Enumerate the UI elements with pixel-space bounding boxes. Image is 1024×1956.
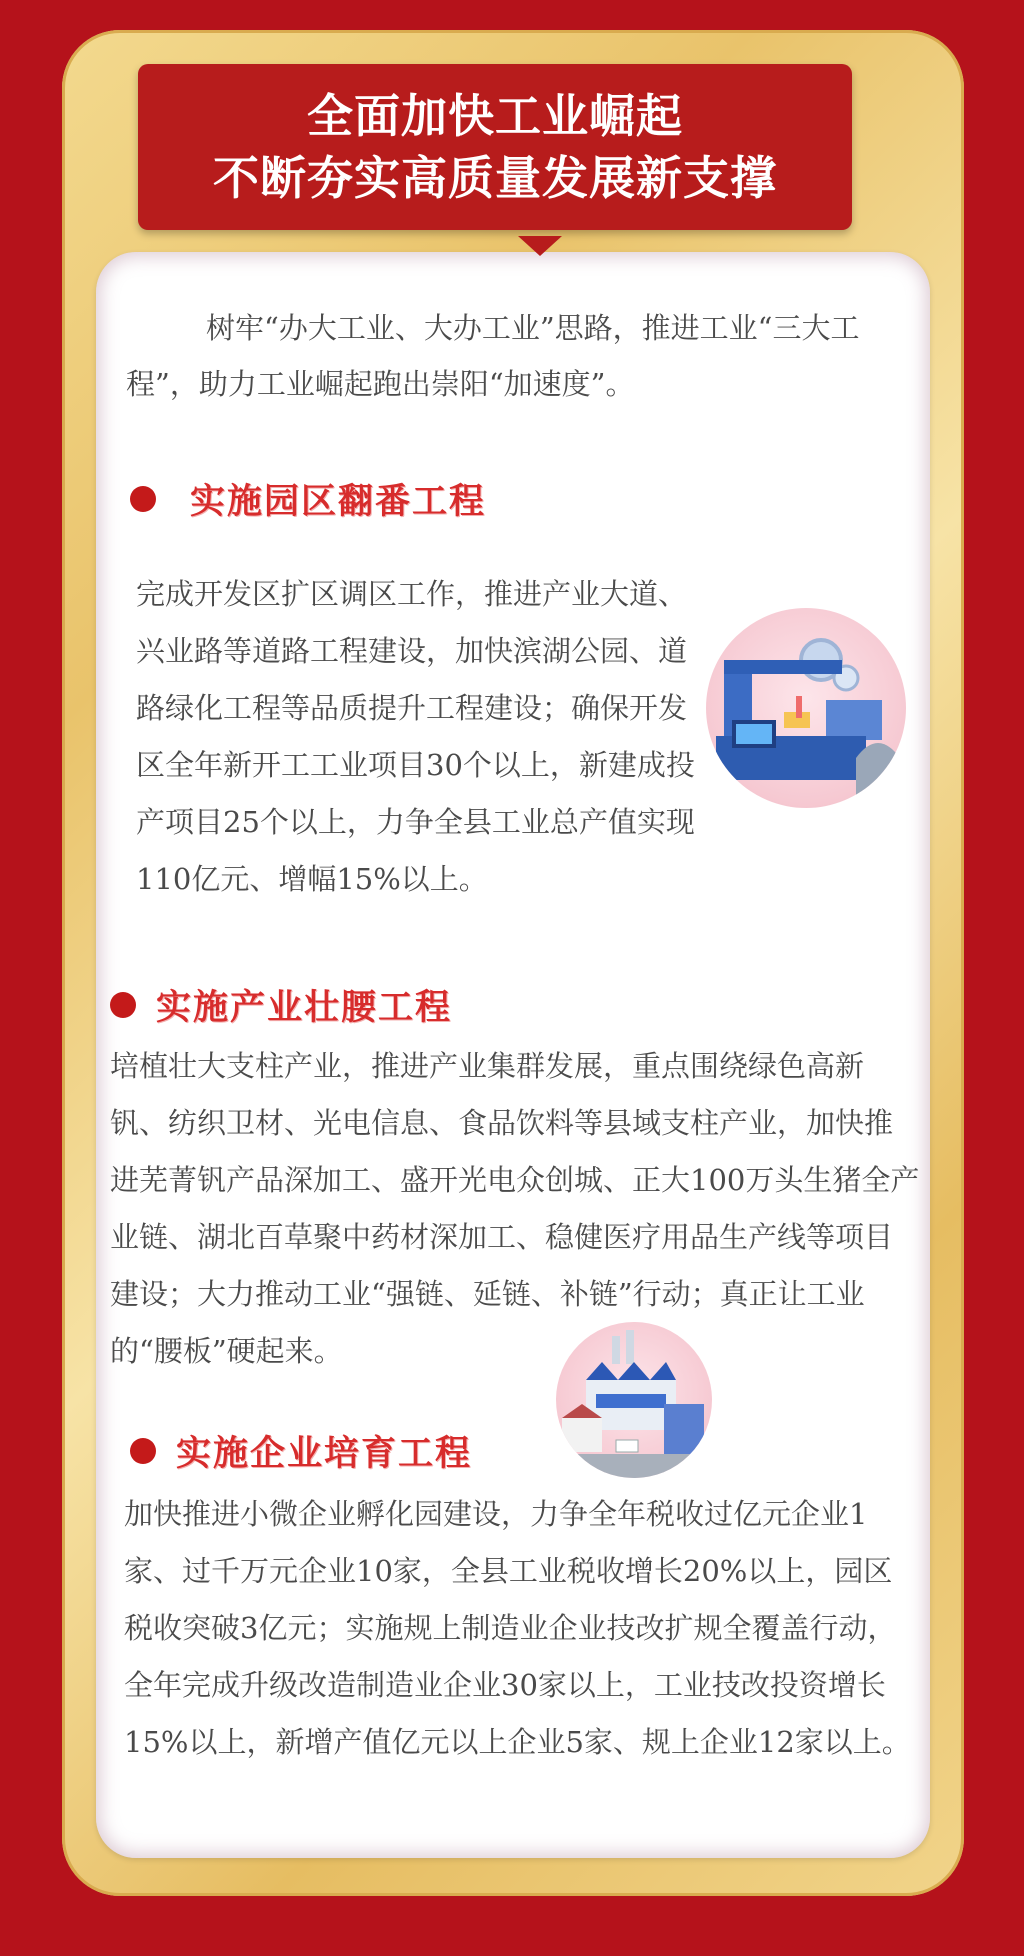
section-2-title: 实施产业壮腰工程 (156, 988, 453, 1028)
section-3-title: 实施企业培育工程 (176, 1434, 473, 1474)
banner-notch (518, 236, 562, 256)
section-1-body: 完成开发区扩区调区工作，推进产业大道、兴业路等道路工程建设，加快滨湖公园、道路绿化工程等品质提升工程建设；确保开发区全年新开工工业项目30个以上，新建成投产项目25个以上，力争全县工业总产值实现110亿元、增幅15%以上。 (136, 577, 695, 896)
section-1-title: 实施园区翻番工程 (190, 482, 487, 522)
factory-production-line-icon (706, 608, 906, 808)
title-line-1: 全面加快工业崛起 (307, 89, 683, 143)
section-3-body: 加快推进小微企业孵化园建设，力争全年税收过亿元企业1家、过千万元企业10家，全县工业税收增长20%以上，园区税收突破3亿元；实施规上制造业企业技改扩规全覆盖行动，全年完成升级改造制造业企业30家以上，工业技改投资增长15%以上，新增产值亿元以上企业5家、规上企业12家以上。 (124, 1497, 911, 1759)
industrial-park-buildings-icon (556, 1322, 712, 1478)
intro-paragraph: 树牢“办大工业、大办工业”思路，推进工业“三大工程”，助力工业崛起跑出崇阳“加速度”。 (126, 311, 860, 401)
bullet-dot-icon (130, 1438, 156, 1464)
section-2-body: 培植壮大支柱产业，推进产业集群发展，重点围绕绿色高新钒、纺织卫材、光电信息、食品饮料等县域支柱产业，加快推进芜菁钒产品深加工、盛开光电众创城、正大100万头生猪全产业链、湖北百草聚中药材深加工、稳健医疗用品生产线等项目建设；大力推动工业“强链、延链、补链”行动；真正让工业的“腰板”硬起来。 (110, 1049, 920, 1368)
title-line-2: 不断夯实高质量发展新支撑 (213, 151, 777, 205)
bullet-dot-icon (110, 992, 136, 1018)
section-2-heading (110, 980, 452, 1030)
bullet-dot-icon (130, 486, 156, 512)
title-banner (138, 64, 852, 230)
section-1-heading (130, 474, 486, 524)
section-3-heading (130, 1426, 472, 1476)
